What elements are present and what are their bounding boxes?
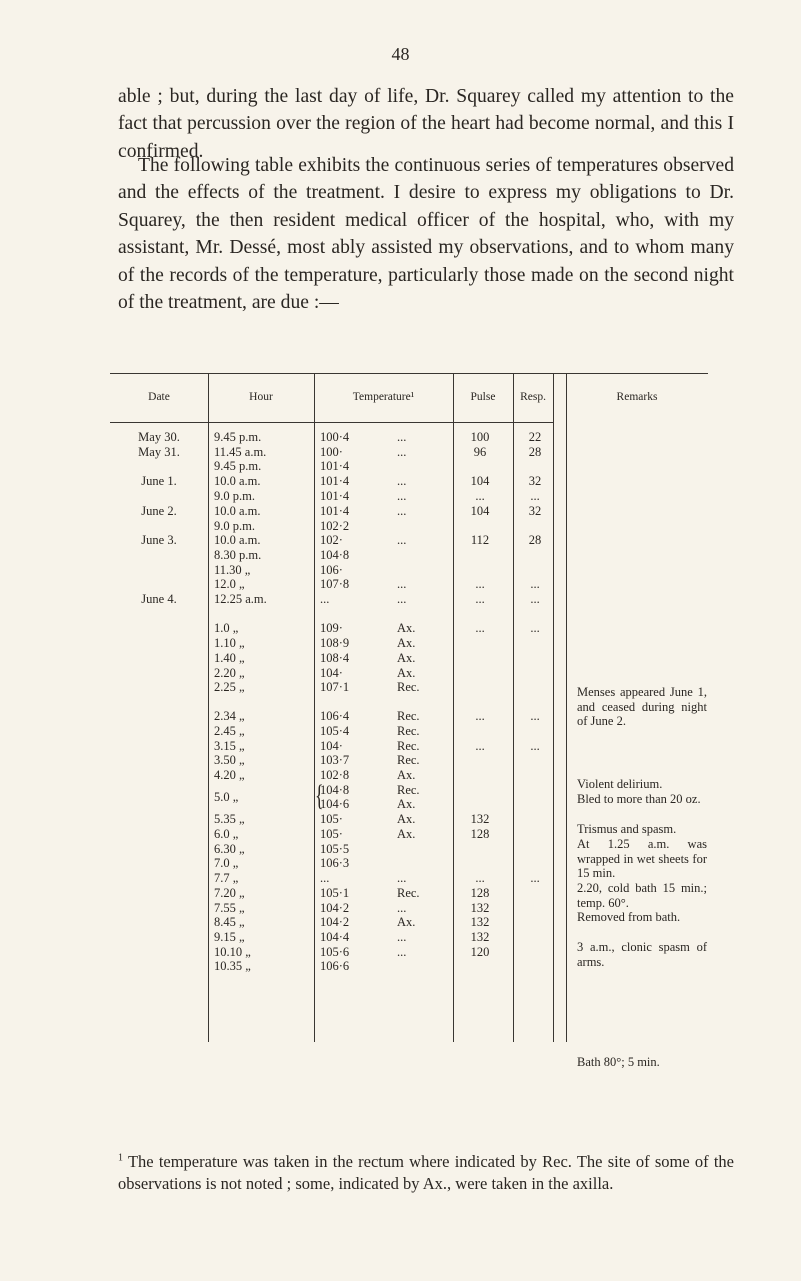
cell-date: June 1. [141,474,177,488]
cell-pulse: 104 [470,474,490,488]
cell-ax: Rec. [397,739,420,753]
cell-resp: 32 [528,474,542,488]
cell-temp: 104·8 [320,783,350,797]
cell-hour: 10.10 „ [214,945,251,959]
cell-hour: 1.10 „ [214,636,245,650]
cell-temp: 104· [320,666,343,680]
cell-hour: 7.7 „ [214,871,239,885]
footnote-mark: 1 [118,1152,123,1164]
cell-ax: Rec. [397,709,420,723]
cell-pulse: ... [475,592,485,606]
cell-pulse: ... [475,709,485,723]
cell-ax: ... [397,577,407,591]
table-row [110,430,708,445]
table-row [110,592,708,607]
cell-temp: ... [320,592,330,606]
cell-temp: 101·4 [320,504,350,518]
cell-temp: 104·6 [320,797,350,811]
header-rule [513,422,553,423]
cell-ax: ... [397,504,407,518]
cell-hour: 8.30 p.m. [214,548,262,562]
table-row [110,651,708,666]
cell-temp: 106·3 [320,856,350,870]
header-rule [208,422,314,423]
header-remarks: Remarks [616,391,658,403]
remark: At 1.25 a.m. was wrapped in wet sheets for 15 min. [577,837,707,881]
table-row [110,666,708,681]
cell-pulse: ... [475,489,485,503]
cell-ax: Ax. [397,812,416,826]
cell-temp: 101·4 [320,489,350,503]
cell-hour: 2.20 „ [214,666,245,680]
cell-hour: 11.30 „ [214,563,251,577]
cell-hour: 8.45 „ [214,915,245,929]
table-row [110,739,708,754]
cell-date: June 2. [141,504,177,518]
cell-ax: Ax. [397,797,416,811]
footnote [118,1151,734,1195]
cell-temp: 100· [320,445,343,459]
remark: 2.20, cold bath 15 min.; temp. 60°. [577,881,707,910]
cell-temp: 104· [320,739,343,753]
table-row [110,519,708,534]
cell-temp: 106·4 [320,709,350,723]
cell-temp: 100·4 [320,430,350,444]
cell-temp: 105·5 [320,842,350,856]
cell-temp: 107·8 [320,577,350,591]
cell-hour: 1.40 „ [214,651,245,665]
cell-ax: ... [397,901,407,915]
page-number: 48 [391,44,410,64]
cell-pulse: 100 [470,430,490,444]
table-row [110,636,708,651]
cell-ax: ... [397,489,407,503]
cell-ax: ... [397,533,407,547]
cell-hour: 1.0 „ [214,621,239,635]
cell-ax: ... [397,474,407,488]
cell-temp: 107·1 [320,680,350,694]
header-pulse: Pulse [470,391,496,403]
cell-temp: 105·4 [320,724,350,738]
cell-resp: ... [530,592,540,606]
table-row [110,504,708,519]
cell-temp: 106·6 [320,959,350,973]
cell-ax: Rec. [397,753,420,767]
cell-pulse: 128 [470,886,490,900]
cell-pulse: 132 [470,915,490,929]
cell-pulse: 120 [470,945,490,959]
brace-icon: { [315,779,324,812]
remark: Removed from bath. [577,910,681,924]
cell-pulse: ... [475,871,485,885]
body-paragraph: able ; but, during the last day of life, Dr. Squarey called my attention to the fact that percussion over the region of the heart had become normal, and this I confirmed. [118,86,734,162]
table-row [110,753,708,768]
cell-resp: 28 [528,533,542,547]
cell-hour: 7.20 „ [214,886,245,900]
cell-temp: 105· [320,812,343,826]
cell-ax: ... [397,592,407,606]
cell-hour: 7.0 „ [214,856,239,870]
cell-pulse: 132 [470,812,490,826]
cell-resp: ... [530,871,540,885]
cell-ax: Ax. [397,915,416,929]
remark: Bled to more than 20 oz. [577,792,701,806]
table-row [110,445,708,460]
cell-ax: Ax. [397,827,416,841]
cell-temp: 102· [320,533,343,547]
cell-ax: Ax. [397,636,416,650]
cell-pulse: ... [475,739,485,753]
cell-resp: ... [530,577,540,591]
cell-hour: 2.45 „ [214,724,245,738]
temperature-table [110,373,708,1069]
cell-temp: 102·8 [320,768,350,782]
cell-hour: 9.0 p.m. [214,489,255,503]
table-row [110,548,708,563]
cell-temp: 108·9 [320,636,350,650]
footnote-text: The temperature was taken in the rectum where indicated by Rec. The site of some of the observations is not noted ; some, indicated by Ax., were taken in the axilla. [118,1152,735,1193]
cell-hour: 9.0 p.m. [214,519,255,533]
cell-hour: 12.25 a.m. [214,592,267,606]
remark: Menses appeared June 1, and ceased during night of June 2. [577,685,707,729]
cell-hour: 5.35 „ [214,812,245,826]
cell-temp: 108·4 [320,651,350,665]
cell-hour: 10.0 a.m. [214,533,261,547]
cell-hour: 7.55 „ [214,901,245,915]
cell-hour: 2.25 „ [214,680,245,694]
body-paragraph: The following table exhibits the continuous series of temperatures observed and the effects of the treatment. I desire to express my obligations to Dr. Squarey, the then resident medical officer of the hospital, who, with my assistant, Mr. Dessé, most ably assisted my observations, and to whom many of the records of the temperature, particularly those made on the second night of the treatment, are due :— [118,155,734,314]
cell-hour: 11.45 a.m. [214,445,267,459]
cell-resp: 32 [528,504,542,518]
table-row [110,621,708,636]
cell-ax: Ax. [397,768,416,782]
cell-hour: 12.0 „ [214,577,245,591]
remark: Bath 80°; 5 min. [577,1055,660,1069]
remark: Violent delirium. [577,777,663,791]
cell-temp: 105·6 [320,945,350,959]
cell-ax: Ax. [397,621,416,635]
header-resp: Resp. [520,391,546,403]
cell-hour: 3.15 „ [214,739,245,753]
cell-hour: 6.30 „ [214,842,245,856]
cell-hour: 10.35 „ [214,959,251,973]
remark: 3 a.m., clonic spasm of arms. [577,940,707,969]
cell-hour: 10.0 a.m. [214,474,261,488]
cell-date: May 30. [138,430,180,444]
cell-ax: ... [397,445,407,459]
cell-temp: ... [320,871,330,885]
cell-date: May 31. [138,445,180,459]
cell-hour: 5.0 „ [214,790,239,804]
table-row [110,489,708,504]
cell-hour: 3.50 „ [214,753,245,767]
cell-temp: 101·4 [320,459,350,473]
header-rule [453,422,513,423]
cell-date: June 4. [141,592,177,606]
table-row [110,577,708,592]
cell-resp: ... [530,709,540,723]
table-row [110,474,708,489]
cell-hour: 6.0 „ [214,827,239,841]
cell-resp: ... [530,739,540,753]
remark: Trismus and spasm. [577,822,677,836]
cell-pulse: 128 [470,827,490,841]
cell-ax: ... [397,430,407,444]
cell-ax: ... [397,930,407,944]
cell-temp: 104·2 [320,901,350,915]
cell-temp: 106· [320,563,343,577]
cell-hour: 4.20 „ [214,768,245,782]
cell-ax: Rec. [397,783,420,797]
cell-pulse: ... [475,621,485,635]
cell-hour: 10.0 a.m. [214,504,261,518]
cell-resp: 22 [528,430,542,444]
cell-resp: ... [530,621,540,635]
cell-temp: 102·2 [320,519,350,533]
cell-ax: Ax. [397,651,416,665]
table-row [110,533,708,548]
cell-ax: Rec. [397,886,420,900]
cell-ax: Ax. [397,666,416,680]
cell-hour: 2.34 „ [214,709,245,723]
header-hour: Hour [249,391,273,403]
cell-ax: ... [397,871,407,885]
cell-hour: 9.15 „ [214,930,245,944]
cell-pulse: ... [475,577,485,591]
cell-pulse: 96 [473,445,487,459]
table-row [110,563,708,578]
cell-hour: 9.45 p.m. [214,459,262,473]
cell-temp: 104·2 [320,915,350,929]
cell-temp: 104·8 [320,548,350,562]
header-date: Date [148,391,170,403]
cell-pulse: 132 [470,901,490,915]
table-row [110,459,708,474]
cell-temp: 105· [320,827,343,841]
cell-pulse: 104 [470,504,490,518]
cell-resp: ... [530,489,540,503]
cell-resp: 28 [528,445,542,459]
header-rule [110,422,208,423]
cell-temp: 103·7 [320,753,350,767]
cell-temp: 101·4 [320,474,350,488]
cell-date: June 3. [141,533,177,547]
cell-pulse: 112 [470,533,490,547]
cell-temp: 104·4 [320,930,350,944]
cell-pulse: 132 [470,930,490,944]
cell-ax: Rec. [397,680,420,694]
cell-temp: 105·1 [320,886,350,900]
cell-ax: Rec. [397,724,420,738]
cell-hour: 9.45 p.m. [214,430,262,444]
header-temperature: Temperature¹ [352,391,415,403]
cell-ax: ... [397,945,407,959]
header-rule [314,422,453,423]
cell-temp: 109· [320,621,343,635]
